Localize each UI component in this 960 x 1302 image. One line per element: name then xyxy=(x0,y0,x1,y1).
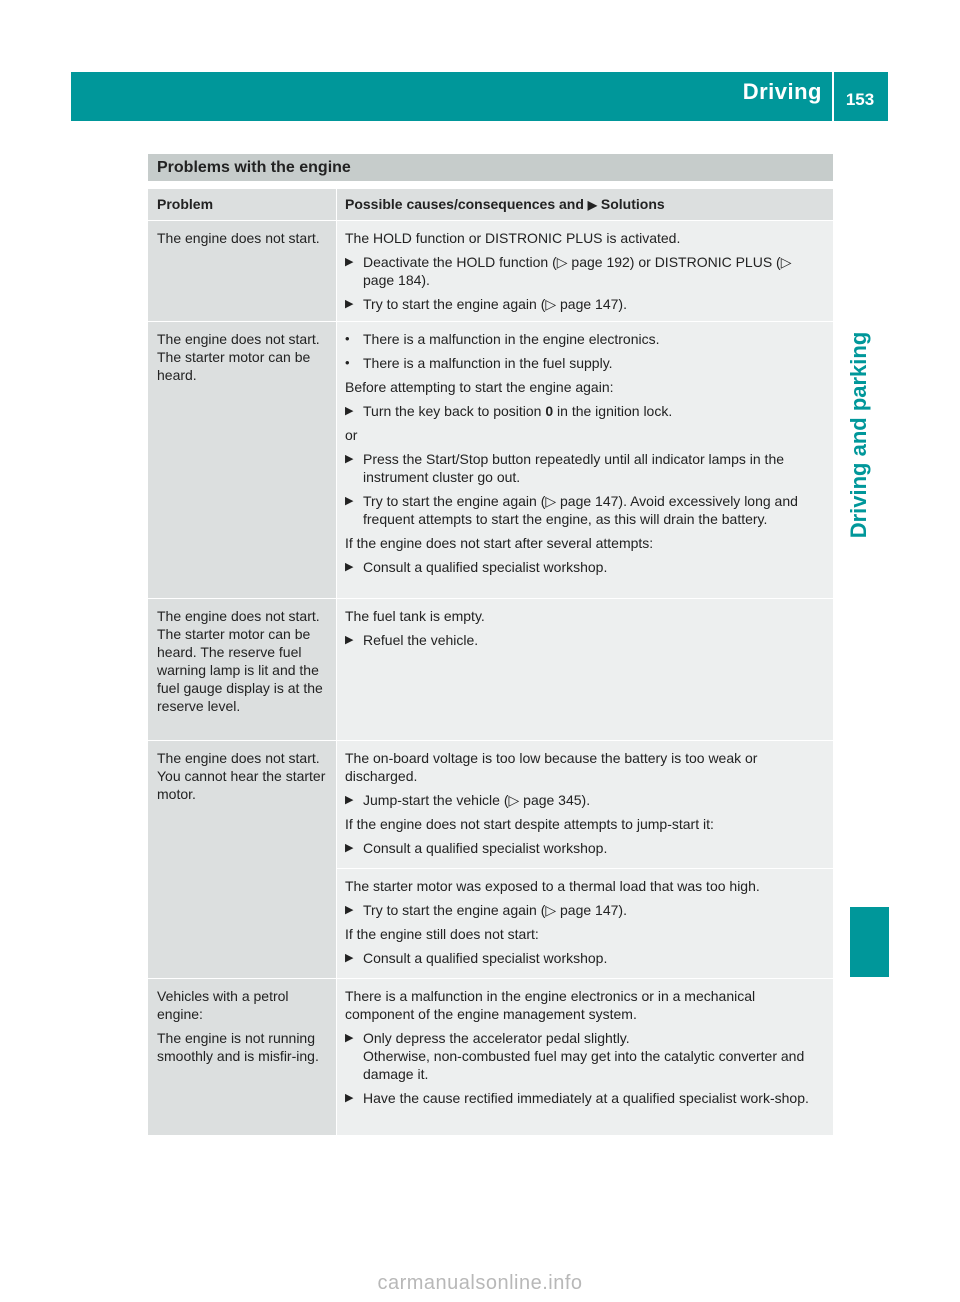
header-bar xyxy=(71,72,888,121)
step-item xyxy=(345,450,825,486)
bullet-text: There is a malfunction in the fuel supply. xyxy=(363,355,613,371)
bullet-text: There is a malfunction in the engine electronics. xyxy=(363,331,660,347)
arrow-icon: ▶ xyxy=(345,256,354,268)
step-text: Press the Start/Stop button repeatedly until all indicator lamps in the instrument cluster go out. xyxy=(363,451,785,485)
step-text: Deactivate the HOLD function (▷ page 192) or DISTRONIC PLUS (▷ page 184). xyxy=(363,254,792,288)
step-item xyxy=(345,402,825,420)
table-row-3-solution xyxy=(337,599,833,740)
step-text: Refuel the vehicle. xyxy=(363,632,479,648)
problem-text: The engine does not start. The starter motor can be heard. The reserve fuel warning lamp is lit and the fuel gauge display is at the reserve level. xyxy=(157,608,323,714)
step-text: in the ignition lock. xyxy=(557,403,673,419)
bullet-icon: • xyxy=(345,355,350,370)
problem-text: The engine does not start. You cannot hear the starter motor. xyxy=(157,750,326,802)
arrow-icon: ▶ xyxy=(345,298,354,310)
step-text: Try to start the engine again (▷ page 147). xyxy=(363,902,627,918)
side-tab-marker xyxy=(850,907,889,977)
arrow-icon: ▶ xyxy=(345,405,354,417)
arrow-icon: ▶ xyxy=(345,453,354,465)
side-tab xyxy=(839,310,879,560)
problem-text: The engine does not start. xyxy=(157,230,320,246)
section-title: Driving xyxy=(742,79,822,104)
arrow-icon: ▶ xyxy=(345,1032,354,1044)
step-text: Consult a qualified specialist workshop. xyxy=(363,840,608,856)
step-item xyxy=(345,949,825,967)
problem-text: The engine does not start. The starter motor can be heard. xyxy=(157,331,320,383)
table-row-2-problem xyxy=(148,322,336,598)
problem-text: The engine is not running smoothly and is misfir-ing. xyxy=(157,1030,319,1064)
header-divider xyxy=(832,72,834,121)
step-item xyxy=(345,558,825,576)
column-header-solutions-prefix: Possible causes/consequences and xyxy=(345,196,584,212)
table-row-5-solution xyxy=(337,979,833,1135)
arrow-icon: ▶ xyxy=(345,794,354,806)
bullet-item xyxy=(345,354,825,372)
step-text: Have the cause rectified immediately at a qualified specialist work-shop. xyxy=(363,1090,809,1106)
table-row-5-problem xyxy=(148,979,336,1135)
step-item xyxy=(345,492,825,528)
table-row-3-problem xyxy=(148,599,336,740)
instruction-text: If the engine still does not start: xyxy=(345,926,539,942)
arrow-icon: ▶ xyxy=(345,904,354,916)
bullet-item xyxy=(345,330,825,348)
step-item xyxy=(345,253,825,289)
step-text: Jump-start the vehicle (▷ page 345). xyxy=(363,792,591,808)
watermark: carmanualsonline.info xyxy=(377,1272,583,1294)
step-text: Consult a qualified specialist workshop. xyxy=(363,559,608,575)
cause-text: The on-board voltage is too low because the battery is too weak or discharged. xyxy=(345,750,758,784)
step-item xyxy=(345,631,825,649)
key-position: 0 xyxy=(545,403,554,419)
side-tab-label: Driving and parking xyxy=(846,331,871,539)
step-text: Try to start the engine again (▷ page 147). Avoid excessively long and frequent attempts to start the engine, as this will drain the battery. xyxy=(363,493,798,527)
column-header-solutions xyxy=(337,189,833,220)
arrow-icon: ▶ xyxy=(587,198,598,212)
column-header-problem: Problem xyxy=(148,189,336,220)
step-item xyxy=(345,1089,825,1107)
column-header-solutions-suffix: Solutions xyxy=(600,196,665,212)
table-row-4-solution-a xyxy=(337,741,833,868)
arrow-icon: ▶ xyxy=(345,495,354,507)
step-item xyxy=(345,901,825,919)
step-item xyxy=(345,295,825,313)
arrow-icon: ▶ xyxy=(345,1092,354,1104)
arrow-icon: ▶ xyxy=(345,634,354,646)
step-text: Consult a qualified specialist workshop. xyxy=(363,950,608,966)
cause-text: There is a malfunction in the engine electronics or in a mechanical component of the engine management system. xyxy=(345,988,756,1022)
table-row-4-solution-b xyxy=(337,869,833,978)
step-text: Try to start the engine again (▷ page 147). xyxy=(363,296,627,312)
bullet-icon: • xyxy=(345,331,350,346)
instruction-text: Before attempting to start the engine again: xyxy=(345,379,614,395)
page-number: 153 xyxy=(845,90,875,109)
step-item xyxy=(345,791,825,809)
step-text: Only depress the accelerator pedal slightly. xyxy=(363,1030,630,1046)
step-item xyxy=(345,839,825,857)
table-row-4-problem xyxy=(148,741,336,978)
table-row-1-problem xyxy=(148,221,336,321)
step-note: Otherwise, non-combusted fuel may get into the catalytic converter and damage it. xyxy=(363,1048,805,1082)
cause-text: The starter motor was exposed to a thermal load that was too high. xyxy=(345,878,760,894)
instruction-text: If the engine does not start after several attempts: xyxy=(345,535,654,551)
table-row-1-solution xyxy=(337,221,833,321)
arrow-icon: ▶ xyxy=(345,842,354,854)
instruction-text: If the engine does not start despite attempts to jump-start it: xyxy=(345,816,714,832)
step-item xyxy=(345,1029,825,1083)
cause-text: The fuel tank is empty. xyxy=(345,608,485,624)
arrow-icon: ▶ xyxy=(345,561,354,573)
problem-text: Vehicles with a petrol engine: xyxy=(157,988,289,1022)
table-title: Problems with the engine xyxy=(148,154,833,181)
or-text: or xyxy=(345,427,358,443)
table-row-2-solution xyxy=(337,322,833,598)
arrow-icon: ▶ xyxy=(345,952,354,964)
cause-text: The HOLD function or DISTRONIC PLUS is activated. xyxy=(345,230,681,246)
step-text: Turn the key back to position xyxy=(363,403,542,419)
